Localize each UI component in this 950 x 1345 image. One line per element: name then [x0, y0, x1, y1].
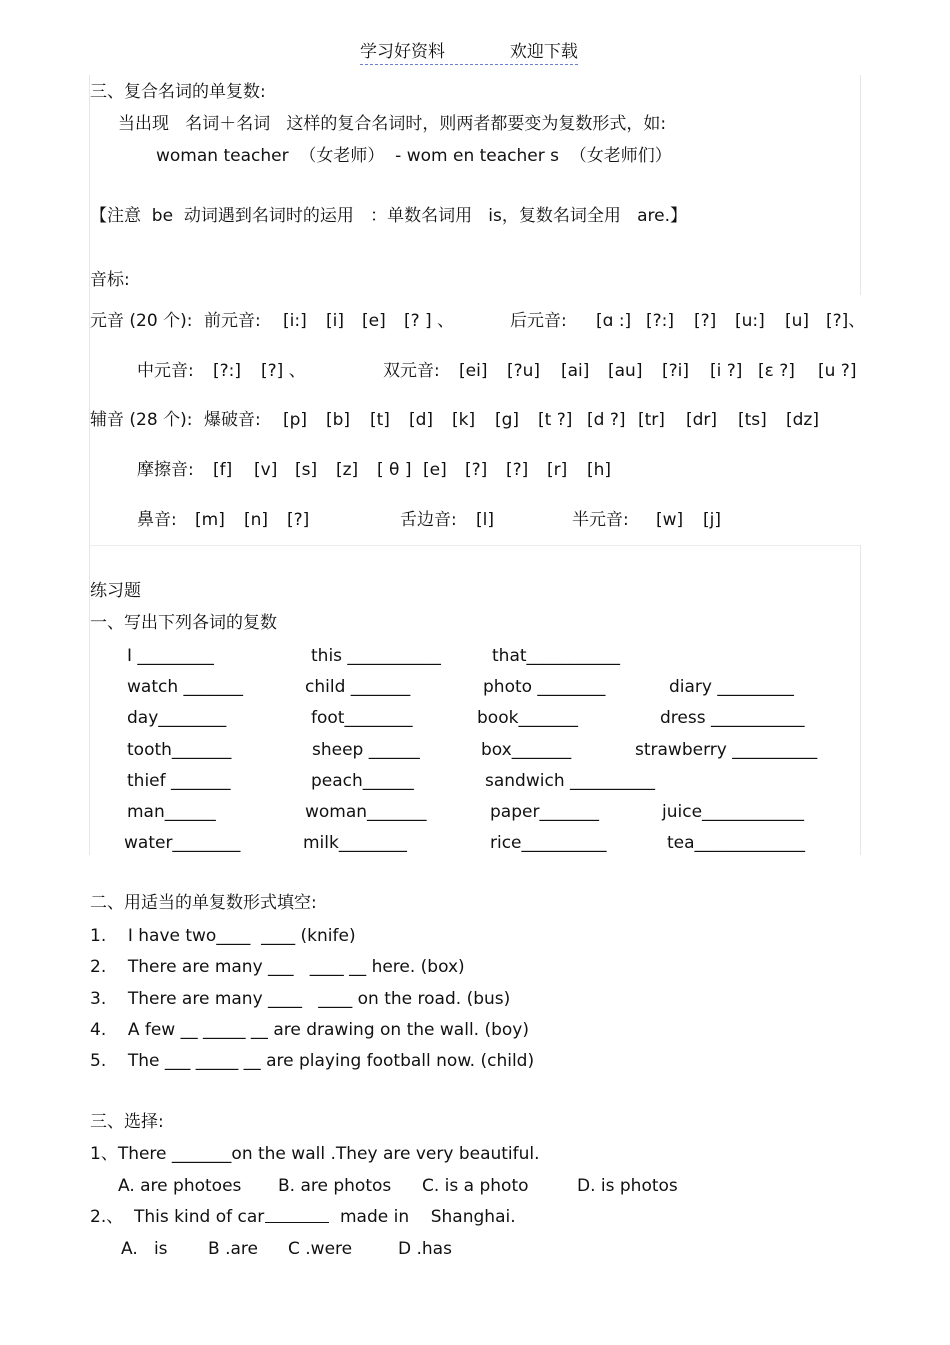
- exercises-heading: 练习题: [90, 581, 141, 601]
- semivowels-label: 半元音:: [572, 510, 629, 530]
- plosive: [k]: [452, 410, 476, 430]
- plural-blank[interactable]: child _______: [305, 677, 411, 697]
- central-vowel: [?] 、: [261, 361, 306, 381]
- question-2-stem-a: 2.、 This kind of car: [90, 1207, 265, 1227]
- fricative: [v]: [254, 460, 278, 480]
- plural-blank[interactable]: strawberry __________: [635, 740, 818, 760]
- front-vowel: [e]: [362, 311, 386, 331]
- plural-blank[interactable]: this ___________: [311, 646, 441, 666]
- nasals-label: 鼻音:: [137, 510, 177, 530]
- question-2-stem-b: made in Shanghai.: [340, 1207, 516, 1227]
- box-divider: [89, 545, 861, 546]
- phonetics-heading: 音标:: [90, 270, 130, 290]
- plural-blank[interactable]: box_______: [481, 740, 572, 760]
- plural-blank[interactable]: watch _______: [127, 677, 244, 697]
- front-vowel: [i:]: [283, 311, 307, 331]
- diphthong: [au]: [608, 361, 643, 381]
- fill-item[interactable]: 5. The ___ _____ __ are playing football now. (child): [90, 1051, 535, 1071]
- plural-blank[interactable]: man______: [127, 802, 216, 822]
- plural-blank[interactable]: photo ________: [483, 677, 606, 697]
- q1-option-a[interactable]: A. are photoes: [118, 1176, 242, 1196]
- fricative: [?]: [465, 460, 488, 480]
- plosive: [d ?]: [587, 410, 626, 430]
- fricative: [f]: [213, 460, 233, 480]
- plural-blank[interactable]: tooth_______: [127, 740, 232, 760]
- diphthong: [u ?]: [818, 361, 857, 381]
- plural-blank[interactable]: paper_______: [490, 802, 599, 822]
- front-vowels-label: 前元音:: [204, 311, 261, 331]
- plosive: [d]: [409, 410, 434, 430]
- fill-item[interactable]: 1. I have two____ ____ (knife): [90, 926, 356, 946]
- back-vowels-label: 后元音:: [510, 311, 567, 331]
- plural-blank[interactable]: woman_______: [305, 802, 427, 822]
- diphthong: [ai]: [561, 361, 590, 381]
- vowels-label: 元音 (20 个):: [90, 311, 193, 331]
- plural-blank[interactable]: day________: [127, 708, 227, 728]
- header-left: 学习好资料: [360, 42, 445, 62]
- front-vowel: [i]: [326, 311, 344, 331]
- plural-blank[interactable]: foot________: [311, 708, 413, 728]
- diphthongs-label: 双元音:: [383, 361, 440, 381]
- nasal: [m]: [195, 510, 225, 530]
- plural-blank[interactable]: sheep ______: [312, 740, 420, 760]
- plural-blank[interactable]: milk________: [303, 833, 407, 853]
- lateral-label: 舌边音:: [400, 510, 457, 530]
- q2-option-d[interactable]: D .has: [398, 1239, 452, 1259]
- plosive: [g]: [495, 410, 520, 430]
- consonants-label: 辅音 (28 个):: [90, 410, 193, 430]
- diphthong: [ei]: [459, 361, 488, 381]
- plosive: [t]: [370, 410, 390, 430]
- central-vowel: [?:]: [213, 361, 242, 381]
- semivowel: [j]: [703, 510, 721, 530]
- plural-blank[interactable]: dress ___________: [660, 708, 805, 728]
- fricative: [h]: [587, 460, 612, 480]
- be-note: 【注意 be 动词遇到名词时的运用 ：单数名词用 is，复数名词全用 are.】: [90, 206, 687, 226]
- question-1-stem: 1、There _______on the wall .They are very beautiful.: [90, 1144, 540, 1164]
- plural-blank[interactable]: juice____________: [662, 802, 805, 822]
- part1-heading: 一、写出下列各词的复数: [90, 613, 277, 633]
- plural-blank[interactable]: I _________: [127, 646, 214, 666]
- fricative: [e]: [423, 460, 447, 480]
- compound-example: woman teacher （女老师） - wom en teacher s （女老师们）: [156, 146, 672, 166]
- plosive: [b]: [326, 410, 351, 430]
- back-vowel: [?]: [694, 311, 717, 331]
- plural-blank[interactable]: peach______: [311, 771, 414, 791]
- nasal: [?]: [287, 510, 310, 530]
- plural-blank[interactable]: that___________: [492, 646, 621, 666]
- compound-heading: 三、复合名词的单复数:: [90, 82, 266, 102]
- plosive: [dz]: [786, 410, 819, 430]
- fricative: [ θ ]: [377, 460, 412, 480]
- plural-blank[interactable]: thief _______: [127, 771, 231, 791]
- back-vowel: [?:]: [646, 311, 675, 331]
- plosives-label: 爆破音:: [204, 410, 261, 430]
- part2-heading: 二、用适当的单复数形式填空:: [90, 893, 317, 913]
- fricative: [s]: [295, 460, 318, 480]
- fill-item[interactable]: 2. There are many ___ ____ __ here. (box): [90, 957, 465, 977]
- lateral: [l]: [476, 510, 494, 530]
- diphthong: [ε ?]: [758, 361, 795, 381]
- plosive: [dr]: [686, 410, 718, 430]
- fricative: [r]: [547, 460, 568, 480]
- box2-right-border: [860, 545, 861, 855]
- plural-blank[interactable]: rice__________: [490, 833, 607, 853]
- fill-item[interactable]: 3. There are many ____ ____ on the road. (bus): [90, 989, 511, 1009]
- diphthong: [i ?]: [710, 361, 743, 381]
- q2-option-c[interactable]: C .were: [288, 1239, 353, 1259]
- q2-option-b[interactable]: B .are: [208, 1239, 258, 1259]
- q1-option-d[interactable]: D. is photos: [577, 1176, 678, 1196]
- q2-answer-blank[interactable]: [265, 1222, 329, 1223]
- plosive: [ts]: [738, 410, 767, 430]
- plosive: [tr]: [638, 410, 665, 430]
- central-vowels-label: 中元音:: [137, 361, 194, 381]
- fricatives-label: 摩擦音:: [137, 460, 194, 480]
- plural-blank[interactable]: book_______: [477, 708, 578, 728]
- fricative: [?]: [506, 460, 529, 480]
- box-right-border: [860, 75, 861, 295]
- plural-blank[interactable]: water________: [124, 833, 241, 853]
- page-header: [360, 42, 578, 65]
- front-vowel: [? ] 、: [404, 311, 455, 331]
- fill-item[interactable]: 4. A few __ _____ __ are drawing on the wall. (boy): [90, 1020, 529, 1040]
- compound-rule: 当出现 名词＋名词 这样的复合名词时，则两者都要变为复数形式，如:: [118, 114, 667, 134]
- back-vowel: [u:]: [735, 311, 765, 331]
- q2-option-a[interactable]: A. is: [121, 1239, 168, 1259]
- plural-blank[interactable]: tea_____________: [667, 833, 806, 853]
- back-vowel: [u]: [785, 311, 810, 331]
- q1-option-b[interactable]: B. are photos: [278, 1176, 392, 1196]
- plural-blank[interactable]: sandwich __________: [485, 771, 655, 791]
- box-left-border: [89, 75, 90, 545]
- back-vowel: [ɑ :]: [596, 311, 632, 331]
- plosive: [p]: [283, 410, 308, 430]
- q1-option-c[interactable]: C. is a photo: [422, 1176, 529, 1196]
- semivowel: [w]: [656, 510, 684, 530]
- fricative: [z]: [336, 460, 359, 480]
- part3-heading: 三、选择:: [90, 1112, 164, 1132]
- nasal: [n]: [244, 510, 269, 530]
- diphthong: [?u]: [507, 361, 541, 381]
- diphthong: [?i]: [662, 361, 690, 381]
- plural-blank[interactable]: diary _________: [669, 677, 794, 697]
- plosive: [t ?]: [538, 410, 573, 430]
- header-right: 欢迎下载: [509, 42, 578, 62]
- back-vowel: [?]、: [826, 311, 866, 331]
